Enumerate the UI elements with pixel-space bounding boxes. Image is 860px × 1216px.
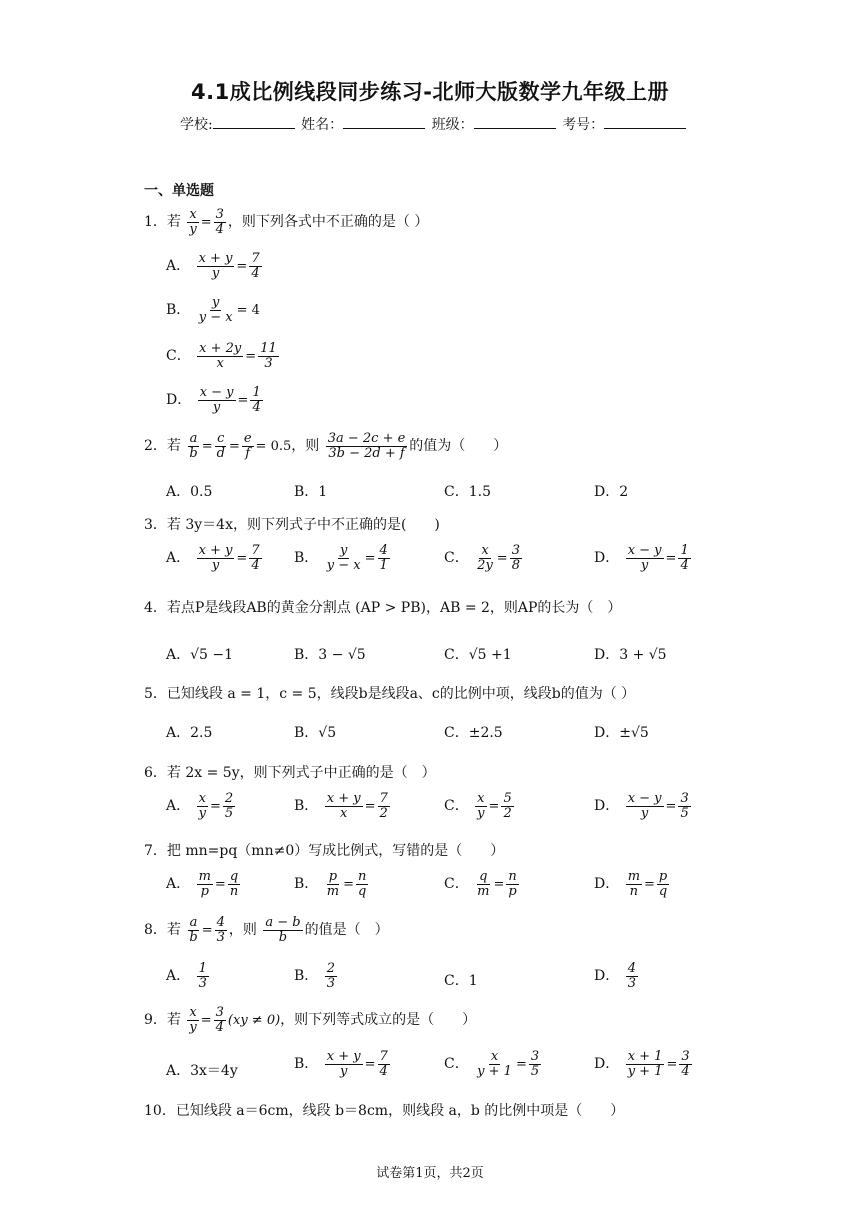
option-label: D． (594, 798, 620, 815)
q3-option-a[interactable]: A． $\frac{x + y}{y}$ = $\frac{7}{4}$ (166, 543, 260, 573)
q1-option-b[interactable]: B． $\frac{y}{y - x}$ = 4 (166, 295, 260, 325)
option-label: A． (166, 968, 191, 985)
question-text: ，则 (291, 438, 320, 455)
option-label: C． (444, 798, 469, 815)
q5-option-d[interactable]: D．±√5 (594, 725, 649, 741)
q2-option-a[interactable]: A．0.5 (166, 484, 213, 500)
option-label: D． (594, 968, 620, 985)
question-text: 的值是（ ） (304, 922, 389, 939)
question-text: 8．若 (144, 922, 181, 939)
student-info-line (180, 114, 688, 134)
option-label: A． (166, 550, 191, 567)
q5-option-a[interactable]: A．2.5 (166, 725, 213, 741)
q2-option-c[interactable]: C．1.5 (444, 484, 491, 500)
question-6: 6．若 2x = 5y，则下列式子中正确的是（ ） (144, 765, 436, 781)
q6-option-b[interactable]: B． $\frac{x + y}{x}$ = $\frac{7}{2}$ (294, 791, 388, 821)
page-footer: 试卷第1页，共2页 (376, 1166, 484, 1181)
q5-option-b[interactable]: B．√5 (294, 725, 337, 741)
option-label: B． (294, 968, 319, 985)
q3-option-c[interactable]: C． $\frac{x}{2y}$ = $\frac{3}{8}$ (444, 543, 520, 573)
q1-option-d[interactable]: D． $\frac{x - y}{y}$ = $\frac{1}{4}$ (166, 385, 261, 415)
condition: (xy ≠ 0) (227, 1012, 281, 1028)
question-text: 2．若 (144, 438, 181, 455)
q3-option-b[interactable]: B． $\frac{y}{y - x}$ = $\frac{4}{1}$ (294, 543, 388, 573)
q6-option-c[interactable]: C． $\frac{x}{y}$ = $\frac{5}{2}$ (444, 791, 512, 821)
q8-option-d[interactable]: D． $\frac{4}{3}$ (594, 961, 636, 991)
section-heading: 一、单选题 (144, 183, 214, 199)
question-text: 1．若 (144, 214, 181, 231)
option-label: C． (444, 1056, 469, 1073)
option-label: A． (166, 798, 191, 815)
q5-option-c[interactable]: C．±2.5 (444, 725, 503, 741)
question-5: 5．已知线段 a = 1，c = 5，线段b是线段a、c的比例中项，线段b的值为（ ） (144, 686, 636, 702)
option-label: D． (594, 550, 620, 567)
q4-option-d[interactable]: D．3 + √5 (594, 647, 667, 663)
option-label: C． (166, 348, 191, 365)
question-9: 9．若 $\frac{x}{y}$ = $\frac{3}{4}$ (xy ≠ 0)，则下列等式成立的是（ ） (144, 1005, 477, 1035)
q9-option-b[interactable]: B． $\frac{x + y}{y}$ = $\frac{7}{4}$ (294, 1049, 388, 1079)
q9-option-d[interactable]: D． $\frac{x + 1}{y + 1}$ = $\frac{3}{4}$ (594, 1049, 690, 1079)
class-label: 班级： (431, 117, 474, 133)
q7-option-b[interactable]: B． $\frac{p}{m}$ = $\frac{n}{q}$ (294, 869, 367, 899)
school-label: 学校: (180, 117, 213, 133)
school-blank (213, 114, 295, 129)
fraction: $\frac{x}{y}$ (189, 207, 197, 237)
option-label: B． (294, 550, 319, 567)
option-label: C． (444, 876, 469, 893)
name-label: 姓名： (301, 117, 344, 133)
q8-option-c[interactable]: C．1 (444, 973, 478, 989)
q7-option-a[interactable]: A． $\frac{m}{p}$ = $\frac{q}{n}$ (166, 869, 239, 899)
q8-option-a[interactable]: A． $\frac{1}{3}$ (166, 961, 207, 991)
q7-option-c[interactable]: C． $\frac{q}{m}$ = $\frac{n}{p}$ (444, 869, 517, 899)
q2-option-d[interactable]: D．2 (594, 484, 629, 500)
option-label: A． (166, 876, 191, 893)
option-label: B． (294, 798, 319, 815)
question-10: 10．已知线段 a＝6cm，线段 b＝8cm，则线段 a，b 的比例中项是（ ） (144, 1103, 625, 1119)
question-3: 3．若 3y＝4x，则下列式子中不正确的是( ) (144, 517, 440, 533)
q9-option-a[interactable]: A．3x＝4y (166, 1063, 238, 1079)
option-label: B． (294, 1056, 319, 1073)
question-text: 的值为（ ） (409, 438, 508, 455)
option-label: D． (594, 1056, 620, 1073)
question-7: 7．把 mn=pq（mn≠0）写成比例式，写错的是（ ） (144, 843, 505, 859)
q2-option-b[interactable]: B．1 (294, 484, 328, 500)
fraction: $\frac{3}{4}$ (215, 207, 224, 237)
q1-option-c[interactable]: C． $\frac{x + 2y}{x}$ = $\frac{11}{3}$ (166, 341, 277, 371)
option-label: D． (594, 876, 620, 893)
exam-no-label: 考号： (562, 117, 605, 133)
q4-option-a[interactable]: A．√5 −1 (166, 647, 234, 663)
question-text: ，则 (228, 922, 257, 939)
q4-option-c[interactable]: C．√5 +1 (444, 647, 512, 663)
q6-option-a[interactable]: A． $\frac{x}{y}$ = $\frac{2}{5}$ (166, 791, 234, 821)
exam-no-blank (604, 114, 686, 129)
question-2: 2．若 $\frac{a}{b}$ = $\frac{c}{d}$ = $\frac{e}{f}$ = 0.5，则 $\frac{3a - 2c + e}{3b - 2d + f}$ 的值为（ ） (144, 431, 508, 461)
q6-option-d[interactable]: D． $\frac{x - y}{y}$ = $\frac{3}{5}$ (594, 791, 689, 821)
name-blank (343, 114, 425, 129)
option-label: B． (166, 302, 191, 319)
page-title: 4.1成比例线段同步练习-北师大版数学九年级上册 (191, 80, 669, 104)
q3-option-d[interactable]: D． $\frac{x - y}{y}$ = $\frac{1}{4}$ (594, 543, 689, 573)
q9-option-c[interactable]: C． $\frac{x}{y + 1}$ = $\frac{3}{5}$ (444, 1049, 540, 1079)
question-text: ，则下列各式中不正确的是（ ） (227, 214, 429, 231)
option-label: C． (444, 550, 469, 567)
question-text: ，则下列等式成立的是（ ） (280, 1012, 477, 1029)
question-text: 9．若 (144, 1012, 181, 1029)
q4-option-b[interactable]: B．3 − √5 (294, 647, 366, 663)
q1-option-a[interactable]: A． $\frac{x + y}{y}$ = $\frac{7}{4}$ (166, 251, 260, 281)
question-8: 8．若 $\frac{a}{b}$ = $\frac{4}{3}$ ，则 $\frac{a - b}{b}$ 的值是（ ） (144, 915, 389, 945)
question-4: 4．若点P是线段AB的黄金分割点 (AP > PB)，AB = 2，则AP的长为（ ） (144, 600, 622, 616)
q7-option-d[interactable]: D． $\frac{m}{n}$ = $\frac{p}{q}$ (594, 869, 668, 899)
option-label: D． (166, 392, 192, 409)
option-label: B． (294, 876, 319, 893)
option-label: A． (166, 258, 191, 275)
class-blank (474, 114, 556, 129)
q8-option-b[interactable]: B． $\frac{2}{3}$ (294, 961, 336, 991)
question-1: 1．若 $\frac{x}{y}$ = $\frac{3}{4}$ ，则下列各式中不正确的是（ ） (144, 207, 429, 237)
